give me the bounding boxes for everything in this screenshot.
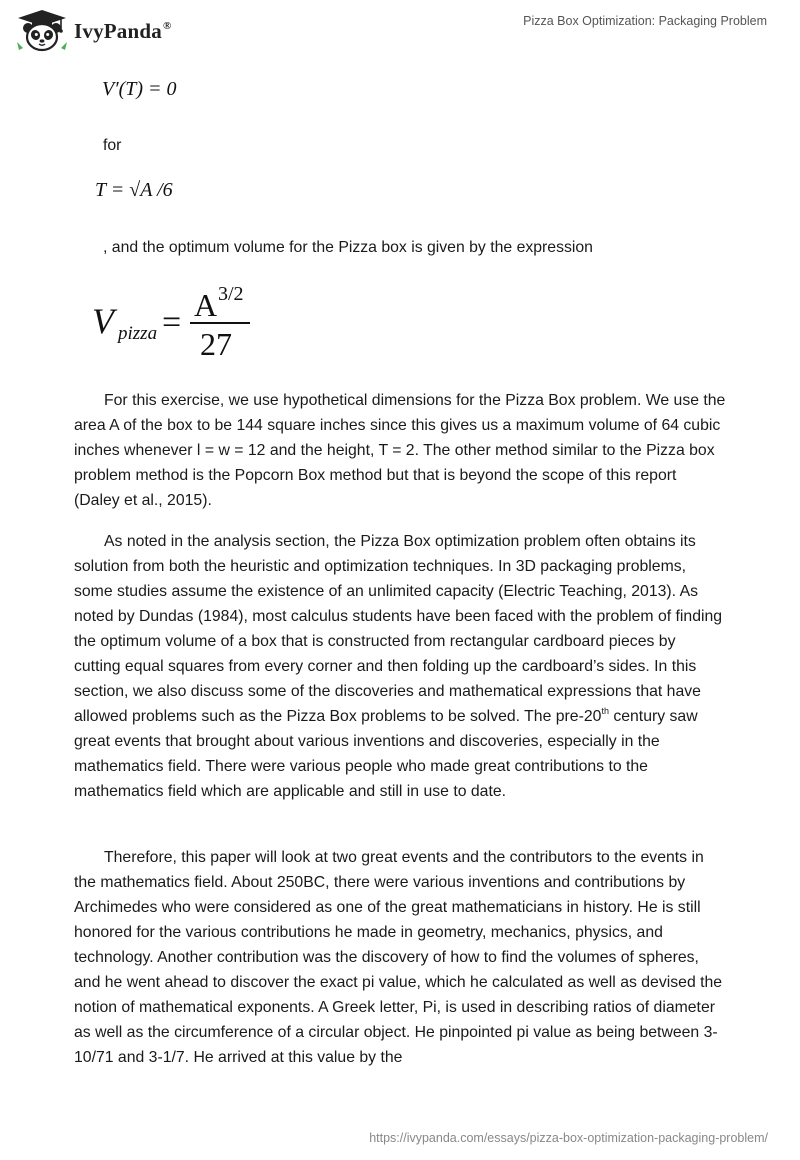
denominator: 27 bbox=[200, 326, 232, 362]
numerator-exponent: 3/2 bbox=[218, 283, 244, 305]
expression-intro: , and the optimum volume for the Pizza box is given by the expression bbox=[103, 239, 593, 256]
paragraph-2 bbox=[74, 529, 726, 804]
paragraph-3-text: Therefore, this paper will look at two great events and the contributors to the events in the mathematics field. About 250BC, there were various inventions and contributions by Archimedes who were considered as one of the great mathematicians in history. He is still honored for the various contributions he made in geometry, mechanics, physics, and technology. Another contribution was the discovery of how to find the volumes of spheres, and he went ahead to discover the exact pi value, which he calculated as well as devised the notion of mathematical exponents. A Greek letter, Pi, is used in describing ratios of diameter as well as the circumference of a circular object. He pinpointed pi value as being between 3-10/71 and 3-1/7. He arrived at this value by the bbox=[74, 849, 723, 1066]
panda-graduate-icon bbox=[14, 8, 70, 54]
paragraph-2-text: As noted in the analysis section, the Pizza Box optimization problem often obtains its solution from both the heuristic and optimization techniques. In 3D packaging problems, some studies assume the existence of an unlimited capacity (Electric Teaching, 2013). As noted by Dundas (1984), most calculus students have been faced with the problem of finding the optimum volume of a box that is constructed from rectangular cardboard pieces by cutting equal squares from every corner and then folding up the cardboard’s sides. In this section, we also discuss some of the discoveries and mathematical expressions that have allowed problems such as the Pizza Box problems to be solved. The pre-20th century saw great events that brought about various inventions and discoveries, especially in the mathematics field. There were various people who made great contributions to the mathematics field which are applicable and still in use to date. bbox=[74, 533, 723, 800]
volume-formula-graphic bbox=[92, 283, 262, 363]
for-label: for bbox=[103, 137, 122, 154]
paragraph-3 bbox=[74, 845, 726, 1070]
page-header bbox=[0, 0, 800, 70]
derivative-equation: V′(T) = 0 bbox=[102, 78, 177, 100]
brand-name: IvyPanda® bbox=[74, 18, 172, 43]
numerator-base: A bbox=[194, 287, 218, 323]
document-title: Pizza Box Optimization: Packaging Problem bbox=[523, 14, 767, 28]
volume-subscript: pizza bbox=[118, 323, 158, 344]
volume-lhs: V bbox=[92, 301, 114, 341]
t-equation: T = √A /6 bbox=[95, 179, 173, 201]
paragraph-1-text: For this exercise, we use hypothetical dimensions for the Pizza Box problem. We use the area A of the box to be 144 square inches since this gives us a maximum volume of 64 cubic inches whenever l = w = 12 and the height, T = 2. The other method similar to the Pizza box problem method is the Popcorn Box method but that is beyond the scope of this report (Daley et al., 2015). bbox=[74, 392, 726, 509]
pizza-volume-equation bbox=[92, 283, 262, 368]
paragraph-1 bbox=[74, 388, 726, 513]
brand-logo[interactable] bbox=[14, 8, 171, 54]
footer-url[interactable]: https://ivypanda.com/essays/pizza-box-optimization-packaging-problem/ bbox=[369, 1131, 768, 1145]
volume-equals: = bbox=[162, 304, 182, 341]
